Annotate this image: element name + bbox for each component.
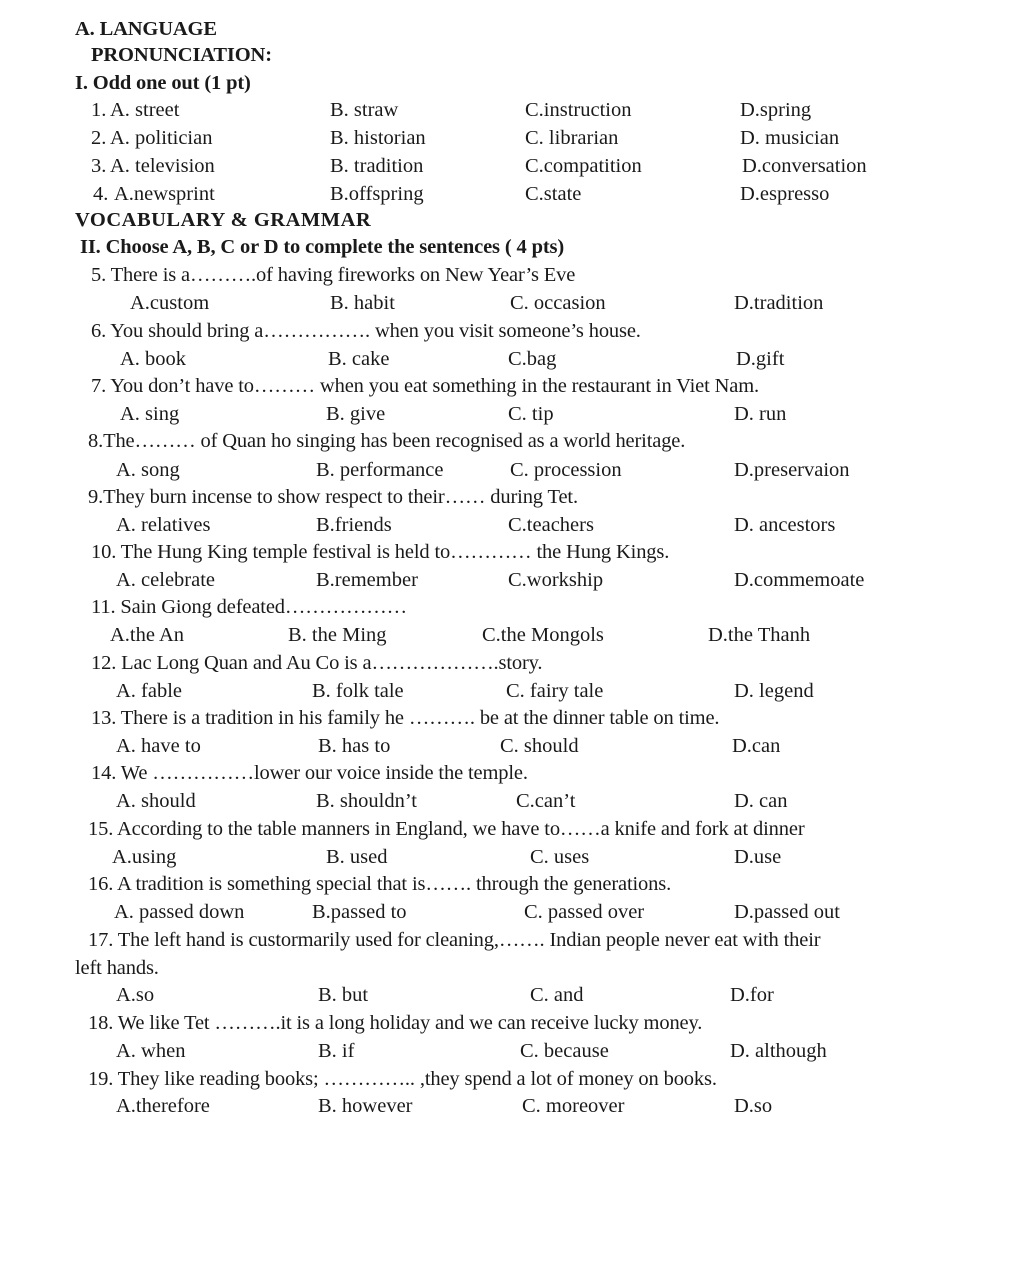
option-d: D. can	[734, 790, 788, 812]
option-b: B. if	[318, 1040, 355, 1062]
option-c: C.workship	[508, 569, 604, 591]
option-d: D. run	[734, 403, 787, 425]
option-a: A. television	[110, 155, 215, 177]
option-c: C. passed over	[524, 901, 645, 923]
option-a: A. song	[116, 459, 180, 481]
option-d: D. musician	[740, 127, 840, 149]
option-d: D.so	[734, 1095, 773, 1117]
option-c: C. tip	[508, 403, 554, 425]
option-b: B.friends	[316, 514, 392, 536]
option-d: D. although	[730, 1040, 827, 1062]
question-stem-continued: left hands.	[75, 957, 159, 979]
part2-title: II. Choose A, B, C or D to complete the sentences ( 4 pts)	[80, 236, 565, 258]
option-b: B. tradition	[330, 155, 424, 177]
question-stem: 13. There is a tradition in his family he ………. be at the dinner table on time.	[91, 707, 720, 729]
option-c: C. and	[530, 984, 584, 1006]
option-d: D.can	[732, 735, 781, 757]
item-number: 4.	[93, 183, 109, 205]
option-c: C.bag	[508, 348, 557, 370]
option-a: A.so	[116, 984, 155, 1006]
option-c: C. should	[500, 735, 579, 757]
question-stem: 11. Sain Giong defeated………………	[91, 596, 408, 618]
option-b: B. habit	[330, 292, 395, 314]
question-stem: 10. The Hung King temple festival is held to………… the Hung Kings.	[91, 541, 670, 563]
option-b: B. the Ming	[288, 624, 387, 646]
option-b: B. has to	[318, 735, 391, 757]
item-number: 3.	[91, 155, 107, 177]
option-c: C. moreover	[522, 1095, 625, 1117]
question-stem: 5. There is a……….of having fireworks on New Year’s Eve	[91, 264, 576, 286]
option-a: A. book	[120, 348, 187, 370]
option-c: C.teachers	[508, 514, 594, 536]
part1-title: I. Odd one out (1 pt)	[75, 72, 251, 94]
option-a: A. should	[116, 790, 196, 812]
option-d: D.gift	[736, 348, 785, 370]
option-d: D. ancestors	[734, 514, 836, 536]
option-d: D.espresso	[740, 183, 830, 205]
option-c: C. librarian	[525, 127, 619, 149]
option-d: D.spring	[740, 99, 812, 121]
option-c: C. occasion	[510, 292, 606, 314]
option-d: D.passed out	[734, 901, 840, 923]
option-a: A. street	[110, 99, 180, 121]
option-b: B. folk tale	[312, 680, 404, 702]
question-stem: 9.They burn incense to show respect to their…… during Tet.	[88, 486, 578, 508]
option-c: C.instruction	[525, 99, 632, 121]
option-d: D.for	[730, 984, 774, 1006]
option-a: A. have to	[116, 735, 201, 757]
option-b: B. however	[318, 1095, 413, 1117]
option-c: C. because	[520, 1040, 609, 1062]
section-title: A. LANGUAGE	[75, 18, 217, 40]
question-stem: 12. Lac Long Quan and Au Co is a……………….story.	[91, 652, 543, 674]
option-a: A.custom	[130, 292, 210, 314]
option-a: A. politician	[110, 127, 213, 149]
option-d: D.conversation	[742, 155, 867, 177]
option-d: D.tradition	[734, 292, 824, 314]
option-b: B. but	[318, 984, 369, 1006]
option-a: A. relatives	[116, 514, 211, 536]
option-c: C. procession	[510, 459, 622, 481]
option-a: A.therefore	[116, 1095, 210, 1117]
vocab-heading: VOCABULARY & GRAMMAR	[75, 209, 372, 231]
question-stem: 16. A tradition is something special that is……. through the generations.	[88, 873, 672, 895]
option-d: D.the Thanh	[708, 624, 811, 646]
option-d: D.commemoate	[734, 569, 865, 591]
option-a: A. passed down	[114, 901, 245, 923]
question-stem: 6. You should bring a……………. when you visit someone’s house.	[91, 320, 641, 342]
option-c: C.the Mongols	[482, 624, 604, 646]
question-stem: 18. We like Tet ……….it is a long holiday and we can receive lucky money.	[88, 1012, 703, 1034]
option-a: A. fable	[116, 680, 183, 702]
item-number: 2.	[91, 127, 107, 149]
pronunciation-heading: PRONUNCIATION:	[91, 44, 272, 66]
option-c: C.state	[525, 183, 582, 205]
option-a: A. when	[116, 1040, 186, 1062]
question-stem: 19. They like reading books; ………….. ,they spend a lot of money on books.	[88, 1068, 717, 1090]
option-d: D.use	[734, 846, 782, 868]
option-a: A.newsprint	[114, 183, 215, 205]
option-c: C. fairy tale	[506, 680, 604, 702]
question-stem: 17. The left hand is custormarily used for cleaning,……. Indian people never eat with their	[88, 929, 821, 951]
option-a: A.the An	[110, 624, 185, 646]
question-stem: 15. According to the table manners in England, we have to……a knife and fork at dinner	[88, 818, 805, 840]
option-b: B. straw	[330, 99, 399, 121]
question-stem: 8.The……… of Quan ho singing has been recognised as a world heritage.	[88, 430, 686, 452]
question-stem: 14. We ……………lower our voice inside the temple.	[91, 762, 528, 784]
option-b: B.remember	[316, 569, 418, 591]
option-b: B. used	[326, 846, 388, 868]
option-c: C.can’t	[516, 790, 576, 812]
option-b: B. historian	[330, 127, 426, 149]
option-a: A. celebrate	[116, 569, 216, 591]
option-b: B. shouldn’t	[316, 790, 417, 812]
option-a: A.using	[112, 846, 177, 868]
option-b: B. cake	[328, 348, 390, 370]
option-b: B.passed to	[312, 901, 407, 923]
option-b: B. performance	[316, 459, 444, 481]
option-d: D. legend	[734, 680, 814, 702]
option-b: B. give	[326, 403, 386, 425]
question-stem: 7. You don’t have to……… when you eat something in the restaurant in Viet Nam.	[91, 375, 759, 397]
option-c: C. uses	[530, 846, 590, 868]
item-number: 1.	[91, 99, 107, 121]
option-a: A. sing	[120, 403, 180, 425]
option-d: D.preservaion	[734, 459, 850, 481]
option-b: B.offspring	[330, 183, 424, 205]
option-c: C.compatition	[525, 155, 642, 177]
